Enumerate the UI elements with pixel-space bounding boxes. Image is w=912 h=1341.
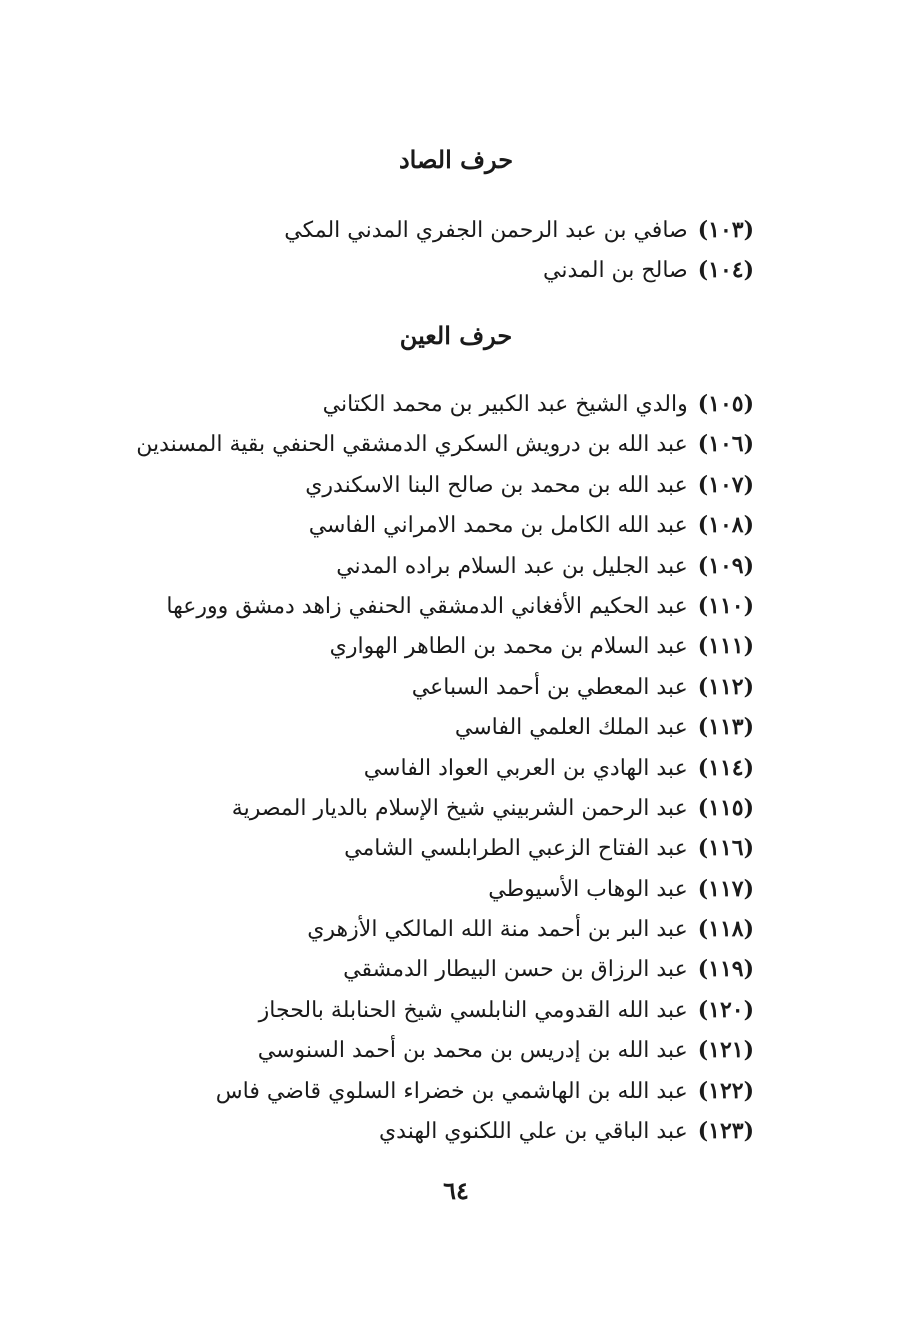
list-item <box>34 869 754 909</box>
list-item <box>34 667 754 707</box>
entry-number: (١١٧) <box>697 875 754 902</box>
list-item <box>34 1030 754 1070</box>
entry-name: عبد المعطي بن أحمد السباعي <box>411 674 688 700</box>
entry-number: (١٠٨) <box>697 512 754 539</box>
entry-number: (١٠٤) <box>697 257 754 284</box>
entry-name: صافي بن عبد الرحمن الجفري المدني المكي <box>284 218 688 243</box>
list-item <box>34 384 754 424</box>
list-item <box>34 1111 754 1151</box>
list-item <box>34 949 754 989</box>
entry-name: عبد الله بن درويش السكري الدمشقي الحنفي بقية المسندين <box>136 432 688 458</box>
entry-number: (١١٠) <box>697 592 754 619</box>
entry-number: (١٠٩) <box>697 552 754 579</box>
entry-number: (١٢١) <box>697 1037 754 1064</box>
entry-name: عبد الله بن إدريس بن محمد بن أحمد السنوسي <box>257 1038 688 1064</box>
entry-name: عبد الباقي بن علي اللكنوي الهندي <box>378 1119 688 1145</box>
entry-number: (١١٩) <box>697 956 754 983</box>
entry-name: عبد السلام بن محمد بن الطاهر الهواري <box>329 634 688 660</box>
entry-name: عبد الرحمن الشربيني شيخ الإسلام بالديار المصرية <box>231 795 688 821</box>
entry-name: عبد الفتاح الزعبي الطرابلسي الشامي <box>344 836 688 862</box>
entry-name: عبد الجليل بن عبد السلام براده المدني <box>336 553 688 579</box>
entry-number: (١١٣) <box>697 714 754 741</box>
entry-name: عبد الله بن الهاشمي بن خضراء السلوي قاضي فاس <box>215 1078 688 1104</box>
list-item <box>34 909 754 949</box>
list-item <box>34 1071 754 1111</box>
entry-number: (١٠٥) <box>697 391 754 417</box>
list-item <box>34 424 754 464</box>
list-item <box>34 546 754 586</box>
list-item <box>34 828 754 868</box>
entry-number: (١١٢) <box>697 673 754 700</box>
entry-name: عبد الملك العلمي الفاسي <box>454 715 688 741</box>
page-number: ٦٤ <box>443 1176 469 1205</box>
entry-name: والدي الشيخ عبد الكبير بن محمد الكتاني <box>322 392 688 417</box>
entry-number: (١٢٢) <box>697 1077 754 1104</box>
entry-number: (١١٨) <box>697 916 754 943</box>
entry-name: عبد البر بن أحمد منة الله المالكي الأزهري <box>307 917 688 943</box>
list-item <box>34 465 754 505</box>
list-item <box>34 626 754 666</box>
list-item <box>34 748 754 788</box>
list-item <box>34 788 754 828</box>
entry-name: عبد الله القدومي النابلسي شيخ الحنابلة بالحجاز <box>258 997 688 1023</box>
entry-list-sad <box>34 210 754 291</box>
entry-name: عبد الله بن محمد بن صالح البنا الاسكندري <box>305 472 688 498</box>
section-heading-ain: حرف العين <box>399 321 513 350</box>
entry-number: (١١١) <box>697 633 754 660</box>
entry-name: عبد الحكيم الأفغاني الدمشقي الحنفي زاهد دمشق وورعها <box>166 593 688 619</box>
entry-list-ain <box>34 384 754 1151</box>
entry-number: (١٠٦) <box>697 431 754 458</box>
list-item <box>34 990 754 1030</box>
entry-name: عبد الله الكامل بن محمد الامراني الفاسي <box>308 513 688 539</box>
list-item <box>34 505 754 545</box>
list-item <box>34 707 754 747</box>
entry-name: عبد الرزاق بن حسن البيطار الدمشقي <box>343 957 688 983</box>
list-item <box>34 250 754 290</box>
entry-name: عبد الهادي بن العربي العواد الفاسي <box>363 755 688 781</box>
list-item <box>34 210 754 250</box>
entry-number: (١١٤) <box>697 754 754 781</box>
entry-name: عبد الوهاب الأسيوطي <box>488 876 688 902</box>
entry-number: (١٢٠) <box>697 996 754 1023</box>
section-heading-sad: حرف الصاد <box>398 145 514 174</box>
entry-number: (١٠٣) <box>697 217 754 243</box>
entry-number: (١٢٣) <box>697 1118 754 1145</box>
entry-number: (١١٦) <box>697 835 754 862</box>
entry-number: (١٠٧) <box>697 471 754 498</box>
entry-name: صالح بن المدني <box>543 258 688 284</box>
list-item <box>34 586 754 626</box>
entry-number: (١١٥) <box>697 794 754 821</box>
